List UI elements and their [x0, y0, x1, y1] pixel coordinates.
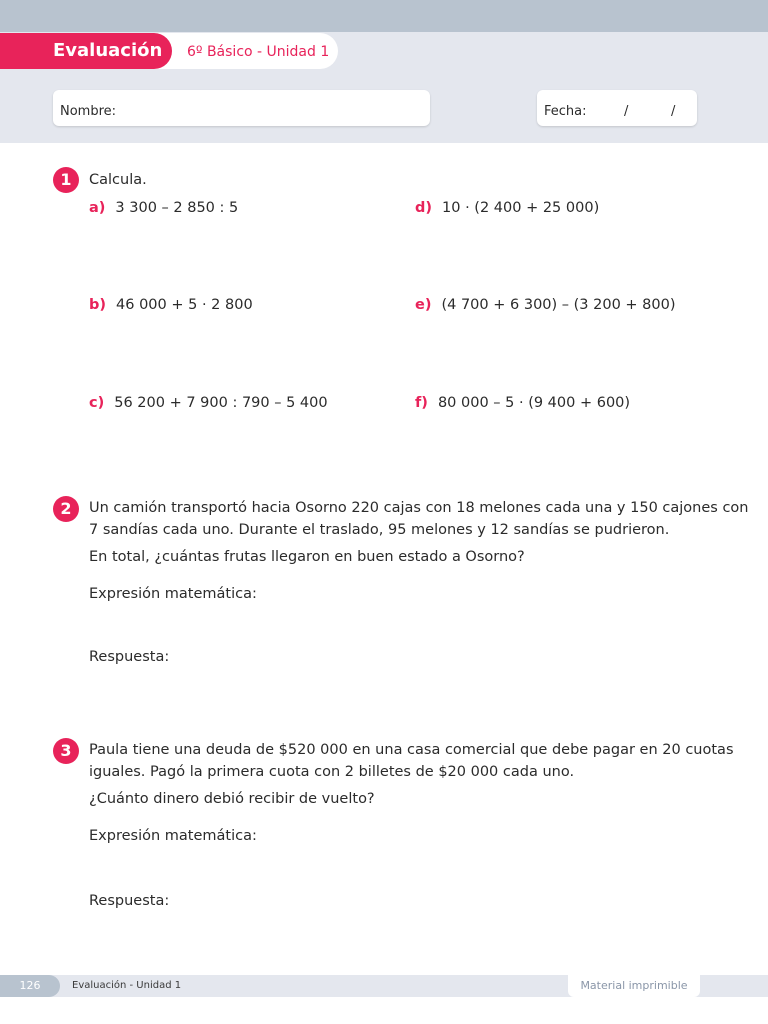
footer-title: Evaluación - Unidad 1: [72, 980, 182, 991]
question-3-number: 3: [53, 738, 79, 764]
question-1-number: 1: [53, 167, 79, 193]
q1-item-b: [89, 294, 253, 316]
q1-item-e: [415, 294, 676, 316]
name-field[interactable]: [53, 90, 430, 126]
question-3-expression-label: Expresión matemática:: [89, 828, 257, 844]
question-3-line-1: Paula tiene una deuda de $520 000 en una casa comercial que debe pagar en 20 cuotas: [89, 742, 734, 758]
item-letter: d): [415, 200, 433, 216]
item-expression: 3 300 – 2 850 : 5: [115, 200, 239, 216]
question-2-question: En total, ¿cuántas frutas llegaron en buen estado a Osorno?: [89, 549, 525, 565]
q1-item-c: [89, 392, 328, 414]
item-letter: c): [89, 395, 105, 411]
name-label: Nombre:: [60, 104, 117, 119]
date-separator-2: /: [671, 104, 676, 119]
q1-item-f: [415, 392, 630, 414]
q1-item-a: [89, 197, 238, 219]
question-3-line-2: iguales. Pagó la primera cuota con 2 billetes de $20 000 cada uno.: [89, 764, 575, 780]
question-2-line-2: 7 sandías cada uno. Durante el traslado, 95 melones y 12 sandías se pudrieron.: [89, 522, 670, 538]
question-1-instruction: Calcula.: [89, 172, 147, 188]
page-number: 126: [0, 975, 60, 997]
date-separator-1: /: [624, 104, 629, 119]
page-subtitle: 6º Básico - Unidad 1: [187, 44, 330, 60]
question-3-answer-label: Respuesta:: [89, 893, 170, 909]
item-letter: f): [415, 395, 428, 411]
question-3-question: ¿Cuánto dinero debió recibir de vuelto?: [89, 791, 375, 807]
q1-item-d: [415, 197, 599, 219]
item-letter: e): [415, 297, 432, 313]
item-letter: b): [89, 297, 107, 313]
item-expression: (4 700 + 6 300) – (3 200 + 800): [441, 297, 676, 313]
item-letter: a): [89, 200, 106, 216]
date-field[interactable]: [537, 90, 697, 126]
question-2-expression-label: Expresión matemática:: [89, 586, 257, 602]
printable-material-tag: Material imprimible: [568, 975, 700, 997]
item-expression: 56 200 + 7 900 : 790 – 5 400: [114, 395, 328, 411]
header-top-strip: [0, 0, 768, 32]
item-expression: 46 000 + 5 · 2 800: [116, 297, 253, 313]
page-title: Evaluación: [0, 33, 172, 69]
question-2-number: 2: [53, 496, 79, 522]
question-2-answer-label: Respuesta:: [89, 649, 170, 665]
question-2-line-1: Un camión transportó hacia Osorno 220 cajas con 18 melones cada una y 150 cajones con: [89, 500, 749, 516]
item-expression: 80 000 – 5 · (9 400 + 600): [437, 395, 631, 411]
date-label: Fecha:: [544, 104, 587, 119]
item-expression: 10 · (2 400 + 25 000): [442, 200, 600, 216]
